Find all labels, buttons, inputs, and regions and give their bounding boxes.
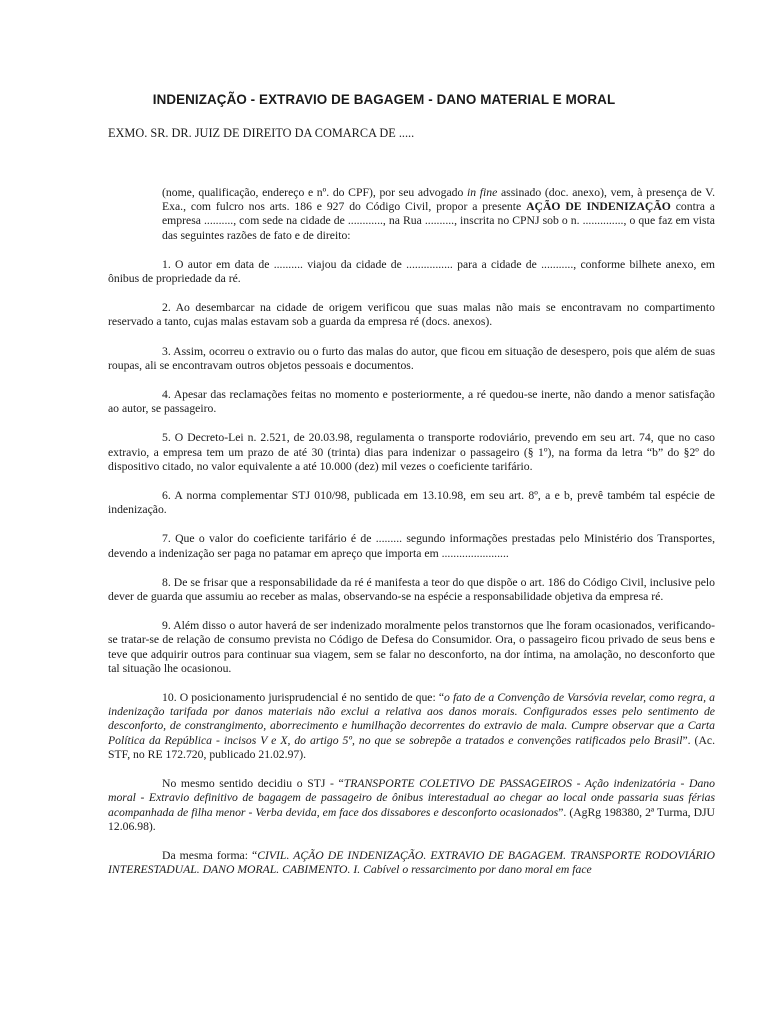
paragraph-same-way (108, 849, 715, 877)
p11-citation: ”. (AgRg 198380, 2ª Turma, DJU 12.06.98). (108, 805, 715, 833)
intro-text-a: (nome, qualificação, endereço e nº. do CPF), por seu advogado (162, 186, 468, 199)
intro-text-c: contra a empresa .........., com sede na cidade de ............, na Rua .........., inscrita no CPNJ sob o n. .............., o que faz em vista das seguintes razões de fato e de direito: (162, 200, 715, 242)
p11-quote: TRANSPORTE COLETIVO DE PASSAGEIROS - Ação indenizatória - Dano moral - Extravio definitivo de bagagem de passageiro de ônibus interestadual ao chegar ao local onde passaria suas férias acompanhada de filha menor - Verba devida, em face dos dissabores e desconforto ocasionados (108, 777, 715, 819)
document-body (108, 186, 715, 892)
intro-paragraph (162, 186, 715, 243)
intro-italic: in fine (467, 186, 498, 199)
paragraph-1: 1. O autor em data de .......... viajou da cidade de ................ para a cidade de ..........., conforme bilhete anexo, em ônibus de propriedade da ré. (108, 257, 715, 286)
paragraph-10 (108, 691, 715, 762)
paragraph-8: 8. De se frisar que a responsabilidade da ré é manifesta a teor do que dispõe o art. 186 do Código Civil, inclusive pelo dever de guarda que assumiu ao receber as malas, observando-se na espécie a responsabilidade objetiva da empresa ré. (108, 575, 715, 604)
intro-text-b: assinado (doc. anexo), vem, à presença de V. Exa., com fulcro nos arts. 186 e 927 do Código Civil, propor a presente (162, 186, 715, 214)
p12-quote: CIVIL. AÇÃO DE INDENIZAÇÃO. EXTRAVIO DE BAGAGEM. TRANSPORTE RODOVIÁRIO INTERESTADUAL. DANO MORAL. CABIMENTO. I. Cabível o ressarcimento por dano moral em face (108, 848, 715, 877)
p12-text-a: Da mesma forma: “ (162, 848, 258, 862)
paragraph-stj (108, 777, 715, 834)
p10-quote: o fato de a Convenção de Varsóvia revelar, como regra, a indenização tarifada por danos materiais não exclui a relativa aos danos morais. Configurados esses pelo sentimento de desconforto, de constrangimento, aborrecimento e humilhação decorrentes do extravio de mala. Cumpre observar que a Carta Política da República - incisos V e X, do artigo 5º, no que se sobrepõe a tratados e convenções ratificados pelo Brasil (108, 691, 715, 747)
p11-text-a: No mesmo sentido decidiu o STJ - “ (162, 777, 344, 791)
paragraph-5: 5. O Decreto-Lei n. 2.521, de 20.03.98, regulamenta o transporte rodoviário, prevendo em seu art. 74, que no caso extravio, a empresa tem um prazo de até 30 (trinta) dias para indenizar o passageiro (§ 1º), na forma da letra “b” do §2º do dispositivo citado, no valor equivalente a até 10.000 (dez) mil vezes o coeficiente tarifário. (108, 431, 715, 473)
action-title: AÇÃO DE INDENIZAÇÃO (526, 200, 671, 214)
addressee-line: EXMO. SR. DR. JUIZ DE DIREITO DA COMARCA DE ..... (108, 126, 415, 140)
document-title: INDENIZAÇÃO - EXTRAVIO DE BAGAGEM - DANO MATERIAL E MORAL (152, 92, 616, 107)
p10-citation: ”. (Ac. STF, no RE 172.720, publicado 21.02.97). (108, 733, 716, 761)
paragraph-3: 3. Assim, ocorreu o extravio ou o furto das malas do autor, que ficou em situação de desespero, pois que além de suas roupas, ali se encontravam outros objetos pessoais e documentos. (108, 344, 715, 372)
paragraph-4: 4. Apesar das reclamações feitas no momento e posteriormente, a ré quedou-se inerte, não dando a menor satisfação ao autor, se passageiro. (108, 388, 715, 416)
p10-text-a: 10. O posicionamento jurisprudencial é no sentido de que: “ (162, 691, 445, 705)
paragraph-9: 9. Além disso o autor haverá de ser indenizado moralmente pelos transtornos que lhe foram ocasionados, verificando-se tratar-se de relação de consumo prevista no Código de Defesa do Consumidor. Ora, o passageiro ficou privado de seus bens e teve que adquirir outros para continuar sua viagem, sem se falar no desconforto, na dor íntima, na amolação, no desconforto que tal situação lhe ocasionou. (108, 619, 715, 675)
paragraph-2: 2. Ao desembarcar na cidade de origem verificou que suas malas não mais se encontravam no compartimento reservado a tanto, cujas malas estavam sob a guarda da empresa ré (docs. anexos). (108, 301, 715, 329)
paragraph-7: 7. Que o valor do coeficiente tarifário é de ......... segundo informações prestadas pelo Ministério dos Transportes, devendo a indenização ser paga no patamar em apreço que importa em ....................... (108, 532, 715, 560)
paragraph-6: 6. A norma complementar STJ 010/98, publicada em 13.10.98, em seu art. 8º, a e b, prevê também tal espécie de indenização. (108, 489, 715, 517)
